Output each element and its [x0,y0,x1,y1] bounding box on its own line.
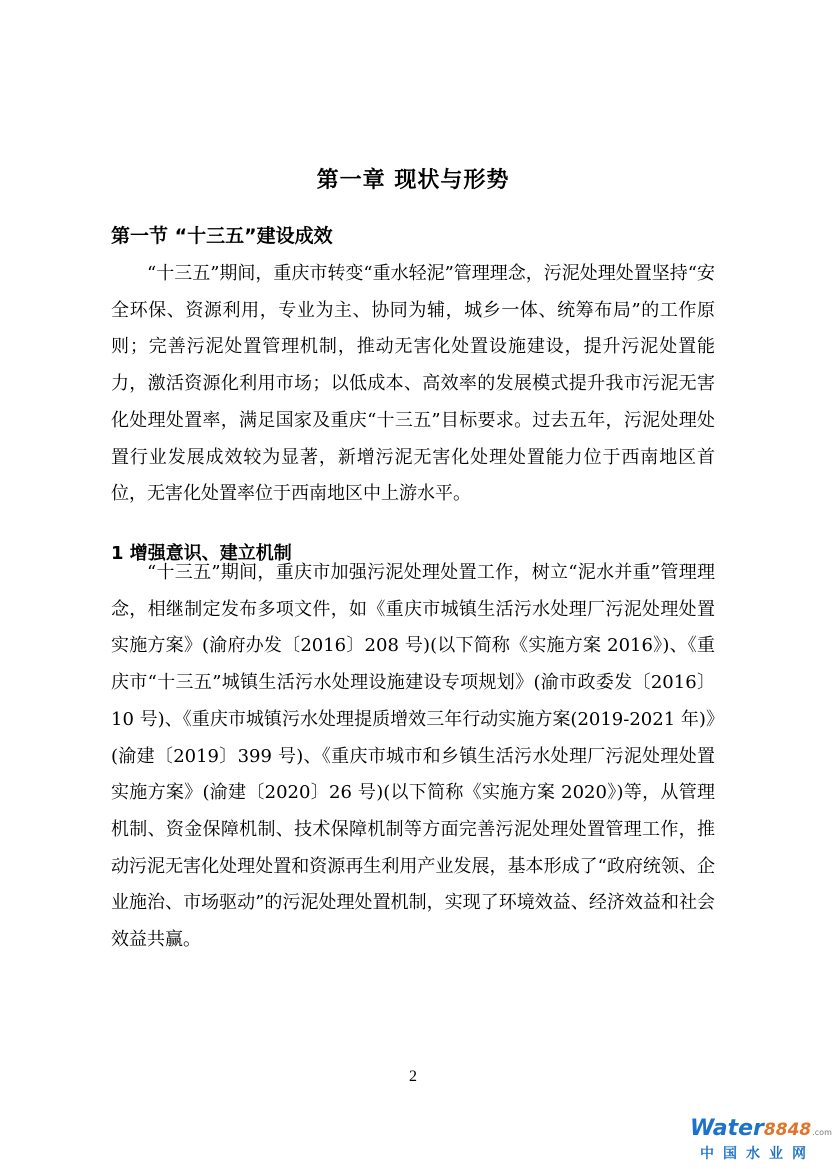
watermark-logo [690,1116,832,1165]
watermark-brand [690,1116,832,1145]
page-number: 2 [409,1068,417,1085]
mechanism-paragraph: “十三五”期间，重庆市加强污泥处理处置工作，树立“泥水并重”管理理念，相继制定发布多项文件，如《重庆市城镇生活污水处理厂污泥处理处置实施方案》(渝府办发〔2016〕208 号)(以下简称《实施方案 2016》)、《重庆市“十三五”城镇生活污水处理设施建设专项规划》(渝市政委发〔2016〕10 号)、《重庆市城镇污水处理提质增效三年行动实施方案(2019-2021 年)》(渝建〔2019〕399 号)、《重庆市城市和乡镇生活污水处理厂污泥处理处置实施方案》(渝建〔2020〕26 号)(以下简称《实施方案 2020》)等，从管理机制、资金保障机制、技术保障机制等方面完善污泥处理处置管理工作，推动污泥无害化处理处置和资源再生利用产业发展，基本形成了“政府统领、企业施治、市场驱动”的污泥处理处置机制，实现了环境效益、经济效益和社会效益共赢。 [111,562,715,951]
subsection-title: 1 增强意识、建立机制 [111,543,292,564]
chapter-title: 第一章 现状与形势 [316,167,510,193]
intro-paragraph: “十三五”期间，重庆市转变“重水轻泥”管理理念，污泥处理处置坚持“安全环保、资源利用，专业为主、协同为辅，城乡一体、统筹布局”的工作原则；完善污泥处置管理机制，推动无害化处置设施建设，提升污泥处置能力，激活资源化利用市场；以低成本、高效率的发展模式提升我市污泥无害化处理处置率，满足国家及重庆“十三五”目标要求。过去五年，污泥处理处置行业发展成效较为显著，新增污泥无害化处理处置能力位于西南地区首位，无害化处置率位于西南地区中上游水平。 [111,263,716,505]
watermark-word: Water [690,1116,764,1141]
watermark-number: 8848 [763,1120,812,1140]
section-title: 第一节 “十三五”建设成效 [111,224,333,247]
watermark-cn-name: 中国水业网 [700,1146,815,1162]
watermark-domain: .com [812,1128,832,1137]
